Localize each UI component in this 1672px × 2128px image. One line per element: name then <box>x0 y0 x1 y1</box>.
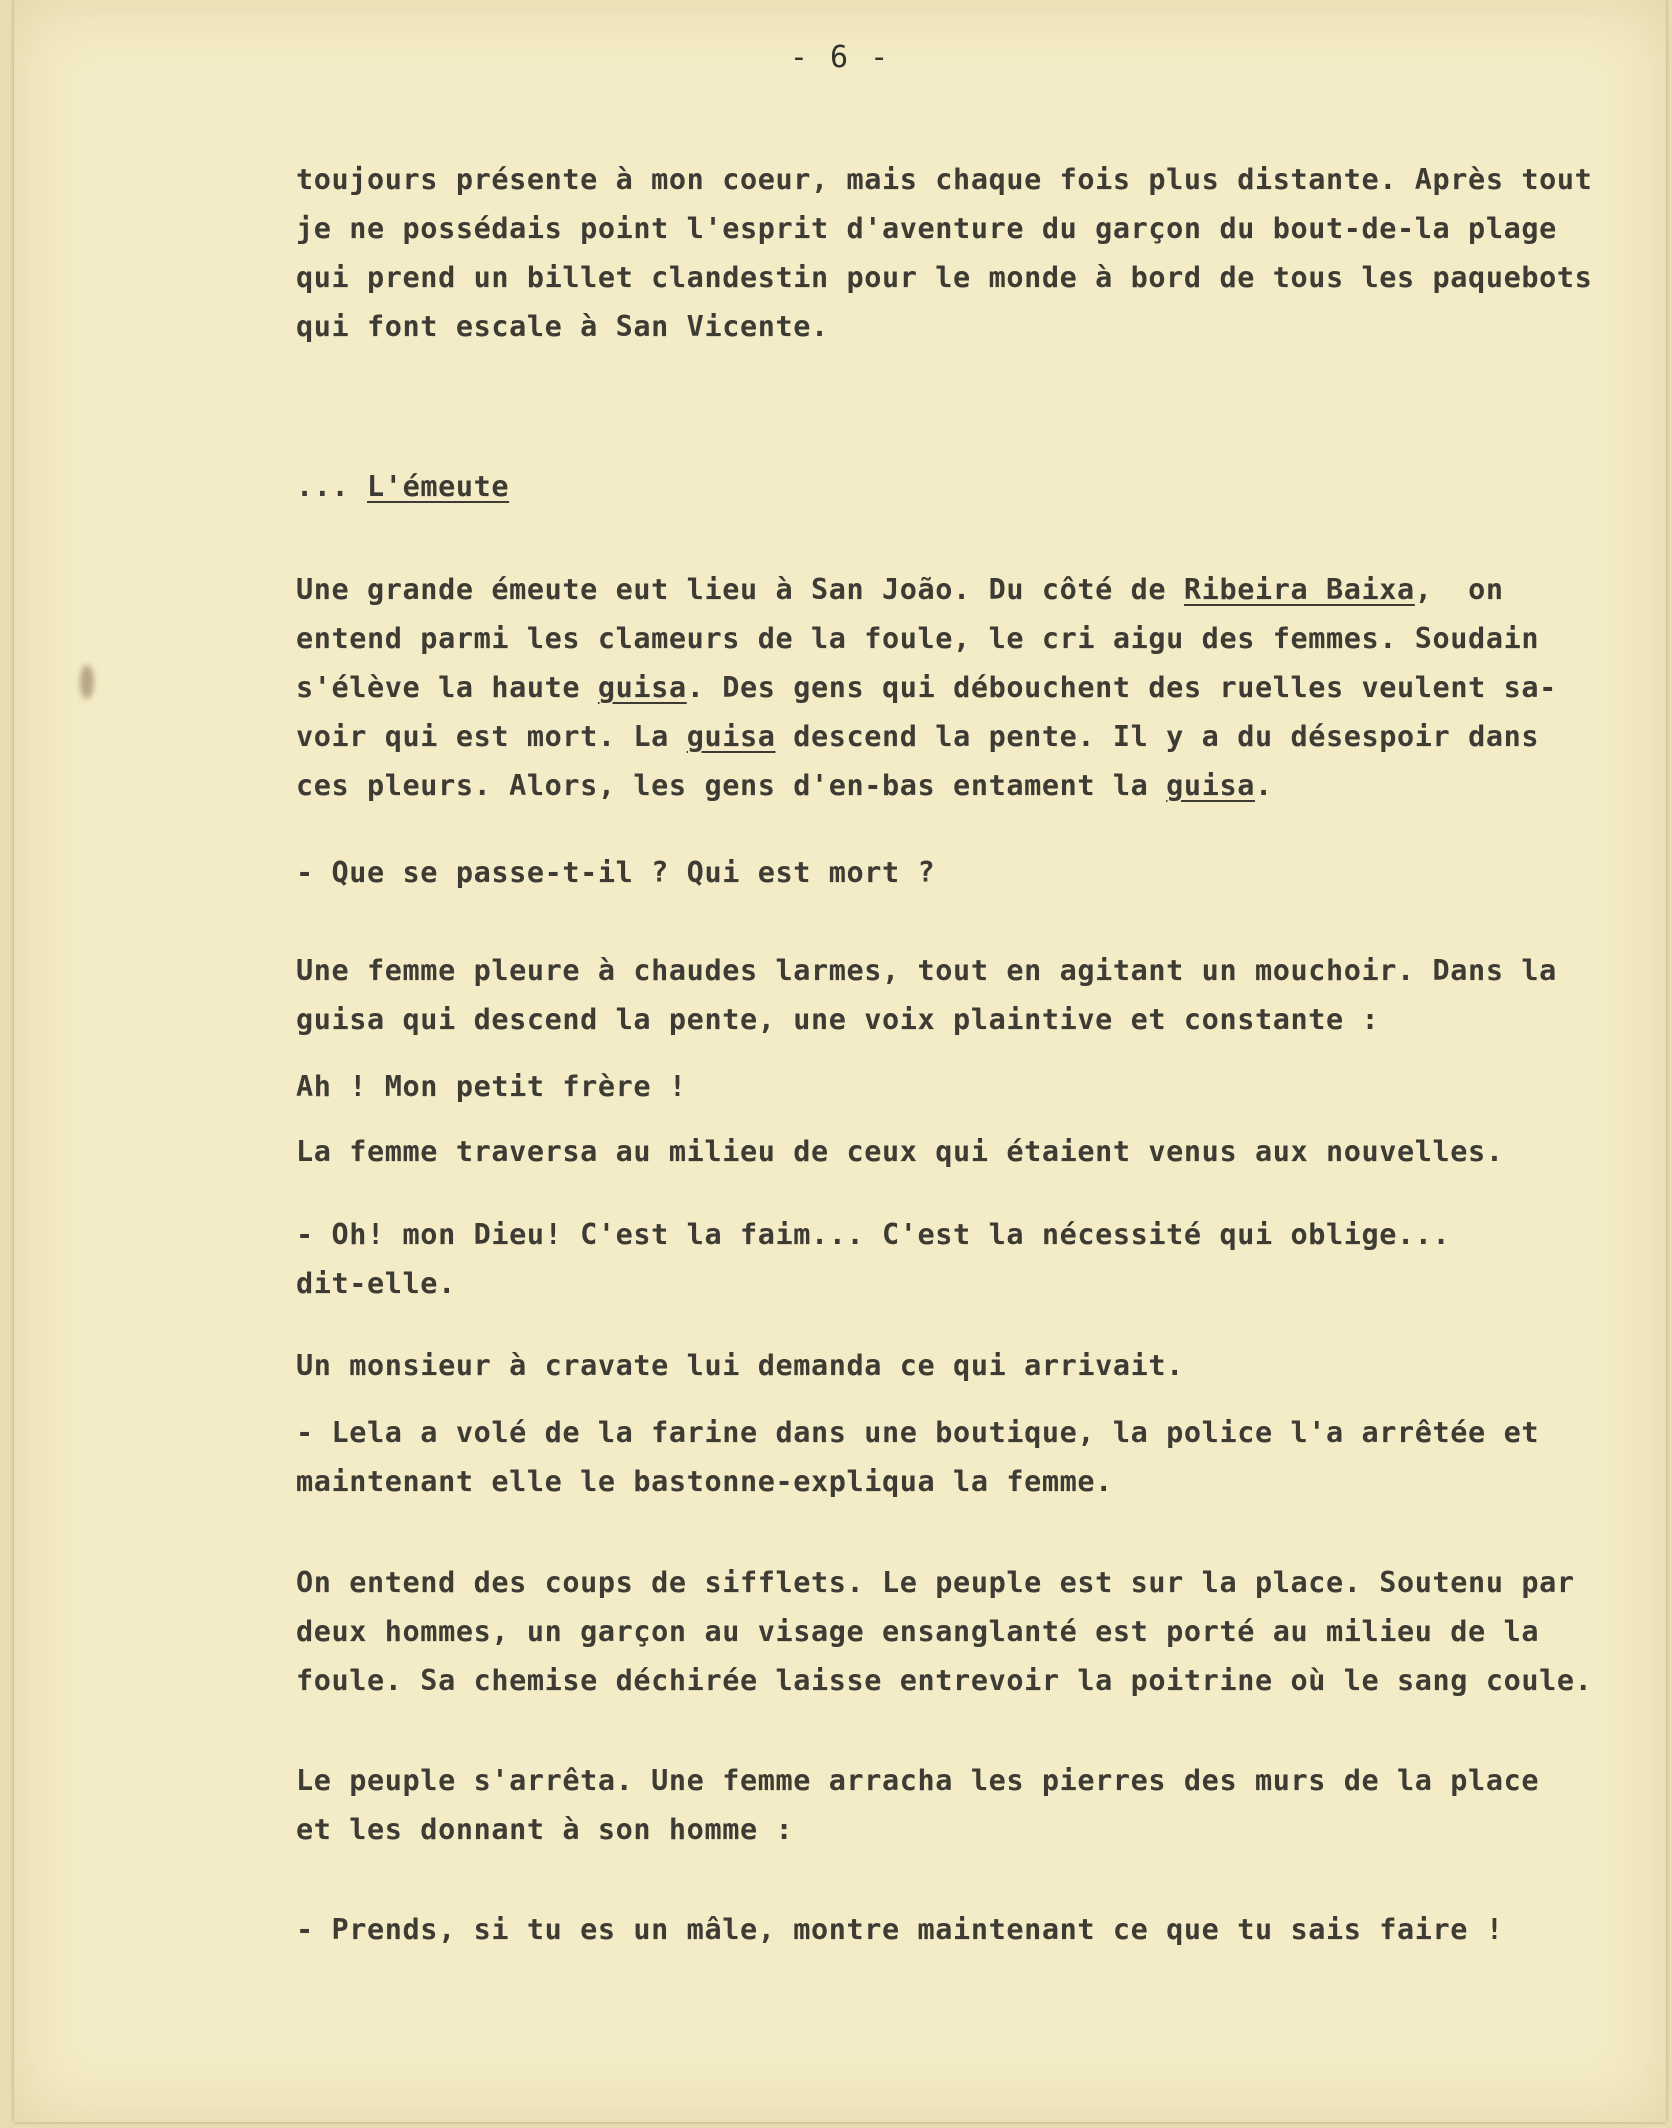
typewritten-page <box>14 0 1666 2122</box>
text-line: Une grande émeute eut lieu à San João. Du côté de Ribeira Baixa, on <box>296 573 1504 606</box>
text-line: qui font escale à San Vicente. <box>296 310 829 343</box>
heading-title: L'émeute <box>367 470 510 503</box>
underlined-word: guisa <box>686 720 776 753</box>
paragraph-emeute <box>296 565 1672 810</box>
text-line: - Lela a volé de la farine dans une boutique, la police l'a arrêtée et <box>296 1416 1540 1449</box>
heading-ellipsis: ... <box>296 470 368 503</box>
text-line: entend parmi les clameurs de la foule, le cri aigu des femmes. Soudain <box>296 622 1540 655</box>
paragraph-peuple <box>296 1756 1672 1854</box>
section-heading <box>296 470 509 503</box>
text-line: - Oh! mon Dieu! C'est la faim... C'est la nécessité qui oblige... <box>296 1218 1451 1251</box>
text-line: deux hommes, un garçon au visage ensanglanté est porté au milieu de la <box>296 1615 1540 1648</box>
paragraph-intro <box>296 155 1672 351</box>
text-line: La femme traversa au milieu de ceux qui étaient venus aux nouvelles. <box>296 1135 1504 1168</box>
paragraph-monsieur <box>296 1341 1672 1390</box>
dialogue-line <box>296 848 1672 897</box>
paragraph-traversa <box>296 1127 1672 1176</box>
text-line: qui prend un billet clandestin pour le monde à bord de tous les paquebots <box>296 261 1593 294</box>
text-line: je ne possédais point l'esprit d'aventure du garçon du bout-de-la plage <box>296 212 1557 245</box>
underlined-word: Ribeira Baixa <box>1183 573 1415 606</box>
text-line: Une femme pleure à chaudes larmes, tout en agitant un mouchoir. Dans la <box>296 954 1557 987</box>
underlined-word: guisa <box>1166 769 1255 802</box>
text-line: foule. Sa chemise déchirée laisse entrevoir la poitrine où le sang coule. <box>296 1664 1593 1697</box>
paragraph-sifflets <box>296 1558 1672 1705</box>
page-number: - 6 - <box>789 40 891 75</box>
dialogue-line <box>296 1062 1672 1111</box>
text-line: - Prends, si tu es un mâle, montre maintenant ce que tu sais faire ! <box>296 1913 1504 1946</box>
text-line: et les donnant à son homme : <box>296 1813 794 1846</box>
text-line: - Que se passe-t-il ? Qui est mort ? <box>296 856 936 889</box>
paragraph-femme <box>296 946 1672 1044</box>
text-line: Ah ! Mon petit frère ! <box>296 1070 687 1103</box>
text-line: Un monsieur à cravate lui demanda ce qui arrivait. <box>296 1349 1184 1382</box>
text-line: toujours présente à mon coeur, mais chaque fois plus distante. Après tout <box>296 163 1593 196</box>
dialogue-line <box>296 1905 1672 1954</box>
text-line: dit-elle. <box>296 1267 456 1300</box>
dialogue-line <box>296 1210 1672 1308</box>
underlined-word: guisa <box>597 671 687 704</box>
paper-stain <box>80 665 94 699</box>
text-line: voir qui est mort. La guisa descend la pente. Il y a du désespoir dans <box>296 720 1540 753</box>
text-line: Le peuple s'arrêta. Une femme arracha les pierres des murs de la place <box>296 1764 1540 1797</box>
text-line: guisa qui descend la pente, une voix plaintive et constante : <box>296 1003 1380 1036</box>
text-line: On entend des coups de sifflets. Le peuple est sur la place. Soutenu par <box>296 1566 1575 1599</box>
text-line: maintenant elle le bastonne-expliqua la femme. <box>296 1465 1113 1498</box>
text-line: s'élève la haute guisa. Des gens qui débouchent des ruelles veulent sa- <box>296 671 1557 704</box>
text-line: ces pleurs. Alors, les gens d'en-bas entament la guisa. <box>296 769 1273 802</box>
dialogue-line <box>296 1408 1672 1506</box>
